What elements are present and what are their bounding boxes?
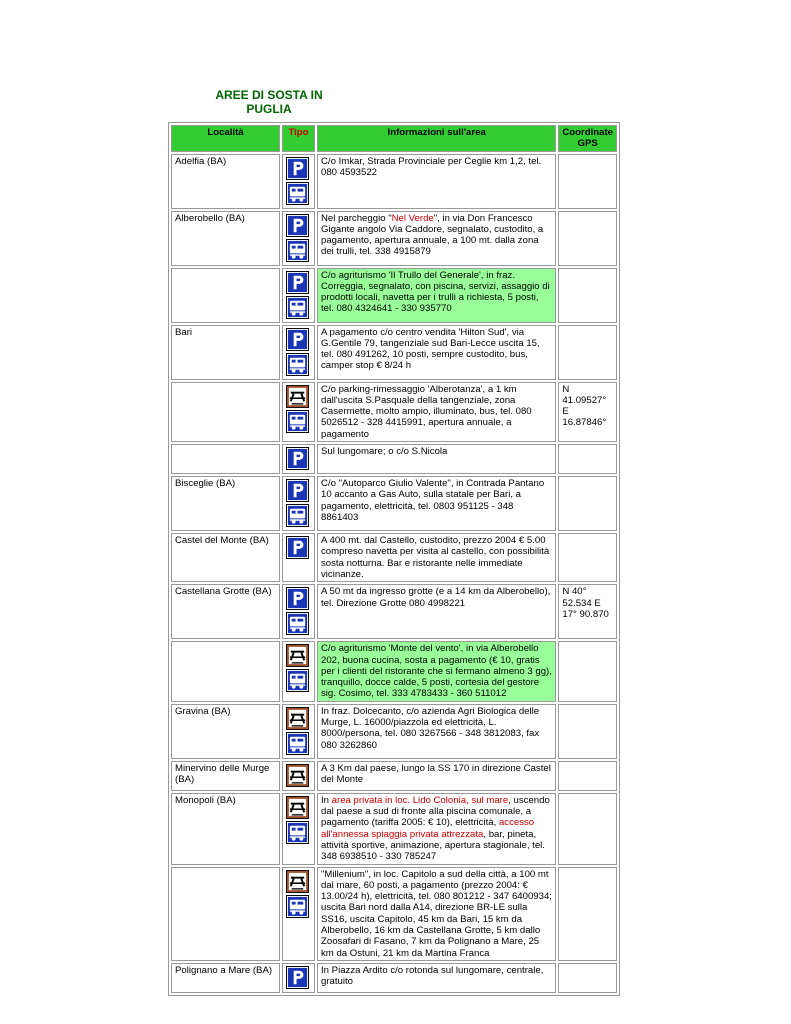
camper-service-icon <box>286 669 309 692</box>
cell-gps <box>558 211 617 266</box>
parking-icon <box>286 328 309 351</box>
header-localita: Località <box>171 125 280 152</box>
header-gps: Coordinate GPS <box>558 125 617 152</box>
cell-localita: Castel del Monte (BA) <box>171 533 280 582</box>
cell-gps <box>558 761 617 791</box>
cell-gps <box>558 444 617 474</box>
table-row <box>171 476 617 531</box>
cell-gps <box>558 793 617 865</box>
cell-tipo <box>282 154 315 209</box>
cell-gps <box>558 154 617 209</box>
cell-info: C/o Imkar, Strada Provinciale per Ceglie km 1,2, tel. 080 4593522 <box>317 154 556 209</box>
cell-gps: N 41.09527° E 16.87846° <box>558 382 617 442</box>
parking-icon <box>286 587 309 610</box>
cell-info: A pagamento c/o centro vendita 'Hilton Sud', via G.Gentile 79, tangenziale sud Bari-Lecce uscita 15, tel. 080 491262, 10 posti, sempre custodito, bus, camper stop € 8/24 h <box>317 325 556 380</box>
cell-info: In Piazza Ardito c/o rotonda sul lungomare, centrale, gratuito <box>317 963 556 993</box>
cell-info: "Millenium", in loc. Capitolo a sud della città, a 100 mt dal mare, 60 posti, a pagamento (prezzo 2004: € 13.00/24 h), elettricità, tel. 080 801212 - 347 6400934; uscita Bari nord dalla A14, direzione BR-LE sulla SS16, uscita Capitolo, 45 km da Bari, 15 km da Alberobello, 16 km da Castellana Grotte, 5 km dallo Zoosafari di Fasano, 7 km da Polignano a Mare, 25 km da Ostuni, 21 km da Martina Franca <box>317 867 556 961</box>
picnic-area-icon <box>286 385 309 408</box>
cell-localita: Monopoli (BA) <box>171 793 280 865</box>
page-title: AREE DI SOSTA IN PUGLIA <box>215 88 323 116</box>
table-row <box>171 444 617 474</box>
cell-gps <box>558 704 617 759</box>
camper-service-icon <box>286 410 309 433</box>
parking-icon <box>286 536 309 559</box>
cell-info: A 50 mt da ingresso grotte (e a 14 km da Alberobello), tel. Direzione Grotte 080 4998221 <box>317 584 556 639</box>
camper-service-icon <box>286 612 309 635</box>
cell-info: In fraz. Dolcecanto, c/o azienda Agri Biologica delle Murge, L. 16000/piazzola ed elettricità, L. 8000/persona, tel. 080 3267566 - 348 3812083, fax 080 3262860 <box>317 704 556 759</box>
table-row <box>171 867 617 961</box>
cell-tipo <box>282 761 315 791</box>
header-tipo: Tipo <box>282 125 315 152</box>
parking-icon <box>286 271 309 294</box>
table-row <box>171 154 617 209</box>
cell-tipo <box>282 382 315 442</box>
parking-icon <box>286 214 309 237</box>
picnic-area-icon <box>286 796 309 819</box>
table-row <box>171 268 617 323</box>
cell-tipo <box>282 268 315 323</box>
table-row <box>171 963 617 993</box>
cell-tipo <box>282 584 315 639</box>
rest-areas-table <box>168 122 620 996</box>
table-row <box>171 382 617 442</box>
cell-localita <box>171 268 280 323</box>
cell-localita: Alberobello (BA) <box>171 211 280 266</box>
cell-info: C/o agriturismo 'Il Trullo del Generale', in fraz. Correggia, segnalato, con piscina, servizi, assaggio di prodotti locali, navetta per i trulli a richiesta, 5 posti, tel. 080 4324641 - 330 935770 <box>317 268 556 323</box>
cell-gps <box>558 476 617 531</box>
cell-tipo <box>282 641 315 701</box>
highlighted-text: area privata in loc. Lido Colonia, sul mare <box>331 794 509 806</box>
picnic-area-icon <box>286 644 309 667</box>
cell-localita: Bisceglie (BA) <box>171 476 280 531</box>
table-row <box>171 761 617 791</box>
cell-tipo <box>282 325 315 380</box>
camper-service-icon <box>286 353 309 376</box>
cell-gps <box>558 641 617 701</box>
cell-info: Nel parcheggio "Nel Verde", in via Don Francesco Gigante angolo Via Caddore, segnalato, custodito, a pagamento, apertura annuale, a 100 mt. dalla zona dei trulli, tel. 338 4915879 <box>317 211 556 266</box>
cell-tipo <box>282 867 315 961</box>
table-row <box>171 584 617 639</box>
camper-service-icon <box>286 821 309 844</box>
cell-info: A 3 Km dal paese, lungo la SS 170 in direzione Castel del Monte <box>317 761 556 791</box>
cell-gps <box>558 963 617 993</box>
picnic-area-icon <box>286 707 309 730</box>
cell-tipo <box>282 211 315 266</box>
table-header-row <box>171 125 617 152</box>
cell-localita <box>171 641 280 701</box>
cell-info: A 400 mt. dal Castello, custodito, prezzo 2004 € 5.00 compreso navetta per visita al castello, con possibilità sosta notturna. Bar e ristorante nelle immediate vicinanze. <box>317 533 556 582</box>
highlighted-text: Nel Verde <box>391 212 434 224</box>
parking-icon <box>286 479 309 502</box>
camper-service-icon <box>286 504 309 527</box>
camper-service-icon <box>286 296 309 319</box>
table-row <box>171 211 617 266</box>
cell-info: Sul lungomare; o c/o S.Nicola <box>317 444 556 474</box>
cell-info: C/o agriturismo 'Monte del vento', in via Alberobello 202, buona cucina, sosta a pagamento (€ 10, gratis per i clienti del ristorante che si fermano almeno 3 gg), tranquillo, docce calde, 5 posti, cortesia del gestore sig. Cosimo, tel. 333 4783433 - 360 511012 <box>317 641 556 701</box>
picnic-area-icon <box>286 764 309 787</box>
camper-service-icon <box>286 895 309 918</box>
header-info: Informazioni sull'area <box>317 125 556 152</box>
picnic-area-icon <box>286 870 309 893</box>
cell-localita: Polignano a Mare (BA) <box>171 963 280 993</box>
cell-tipo <box>282 444 315 474</box>
cell-localita: Adelfia (BA) <box>171 154 280 209</box>
cell-tipo <box>282 963 315 993</box>
cell-tipo <box>282 533 315 582</box>
cell-gps <box>558 268 617 323</box>
cell-localita <box>171 444 280 474</box>
table-row <box>171 793 617 865</box>
cell-localita: Minervino delle Murge (BA) <box>171 761 280 791</box>
camper-service-icon <box>286 239 309 262</box>
cell-tipo <box>282 793 315 865</box>
table-row <box>171 325 617 380</box>
cell-localita: Bari <box>171 325 280 380</box>
cell-localita <box>171 382 280 442</box>
cell-localita <box>171 867 280 961</box>
cell-localita: Castellana Grotte (BA) <box>171 584 280 639</box>
cell-info: C/o parking-rimessaggio 'Alberotanza', a 1 km dall'uscita S.Pasquale della tangenziale, zona Casermette, molto ampio, illuminato, bus, tel. 080 5026512 - 328 4415991, apertura annuale, a pagamento <box>317 382 556 442</box>
camper-service-icon <box>286 182 309 205</box>
cell-gps <box>558 867 617 961</box>
table-row <box>171 641 617 701</box>
cell-info: C/o "Autoparco Giulio Valente", in Contrada Pantano 10 accanto a Gas Auto, sulla statale per Bari, a pagamento, elettricità, tel. 0803 951125 - 348 8861403 <box>317 476 556 531</box>
cell-tipo <box>282 476 315 531</box>
table-row <box>171 704 617 759</box>
table-row <box>171 533 617 582</box>
highlighted-text: accesso all'annessa spiaggia privata attrezzata <box>321 817 535 840</box>
cell-info: In area privata in loc. Lido Colonia, sul mare, uscendo dal paese a sud di fronte alla piscina comunale, a pagamento (tariffa 2005: € 10), elettricità, accesso all'annessa spiaggia privata attrezzata, bar, pineta, attività sportive, animazione, apertura stagionale, tel. 348 6938510 - 330 785247 <box>317 793 556 865</box>
cell-tipo <box>282 704 315 759</box>
parking-icon <box>286 157 309 180</box>
parking-icon <box>286 447 309 470</box>
cell-gps <box>558 325 617 380</box>
camper-service-icon <box>286 732 309 755</box>
parking-icon <box>286 966 309 989</box>
cell-gps: N 40° 52.534 E 17° 90.870 <box>558 584 617 639</box>
table-body <box>171 154 617 993</box>
cell-localita: Gravina (BA) <box>171 704 280 759</box>
cell-gps <box>558 533 617 582</box>
